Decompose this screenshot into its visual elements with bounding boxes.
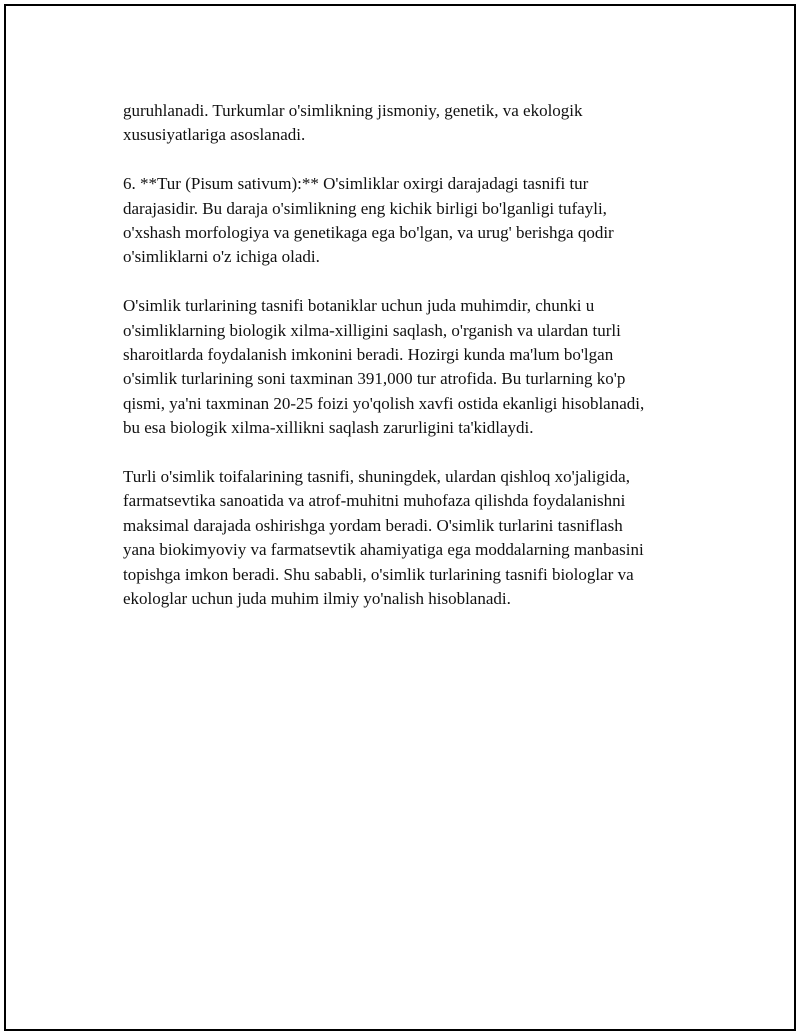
paragraph-genus-continuation: guruhlanadi. Turkumlar o'simlikning jismoniy, genetik, va ekologik xususiyatlariga asoslanadi. [123,101,583,145]
document-body [123,99,703,636]
page-frame [4,4,796,1031]
paragraph-applications: Turli o'simlik toifalarining tasnifi, shuningdek, ulardan qishloq xo'jaligida, farmatsevtika sanoatida va atrof-muhitni muhofaza qilishda foydalanishni maksimal darajada oshirishga yordam beradi. O'simlik turlarini tasniflash yana biokimyoviy va farmatsevtik ahamiyatiga ega moddalarning manbasini topishga imkon beradi. Shu sababli, o'simlik turlarining tasnifi biologlar va ekologlar uchun juda muhim ilmiy yo'nalish hisoblanadi. [123,467,644,609]
paragraph-species: 6. **Tur (Pisum sativum):** O'simliklar oxirgi darajadagi tasnifi tur darajasidir. Bu daraja o'simlikning eng kichik birligi bo'lganligi tufayli, o'xshash morfologiya va genetikaga ega bo'lgan, va urug' berishga qodir o'simliklarni o'z ichiga oladi. [123,174,614,267]
paragraph-classification-importance: O'simlik turlarining tasnifi botaniklar uchun juda muhimdir, chunki u o'simliklarning biologik xilma-xilligini saqlash, o'rganish va ulardan turli sharoitlarda foydalanish imkonini beradi. Hozirgi kunda ma'lum bo'lgan o'simlik turlarining soni taxminan 391,000 tur atrofida. Bu turlarning ko'p qismi, ya'ni taxminan 20-25 foizi yo'qolish xavfi ostida ekanligi hisoblanadi, bu esa biologik xilma-xillikni saqlash zarurligini ta'kidlaydi. [123,296,645,438]
